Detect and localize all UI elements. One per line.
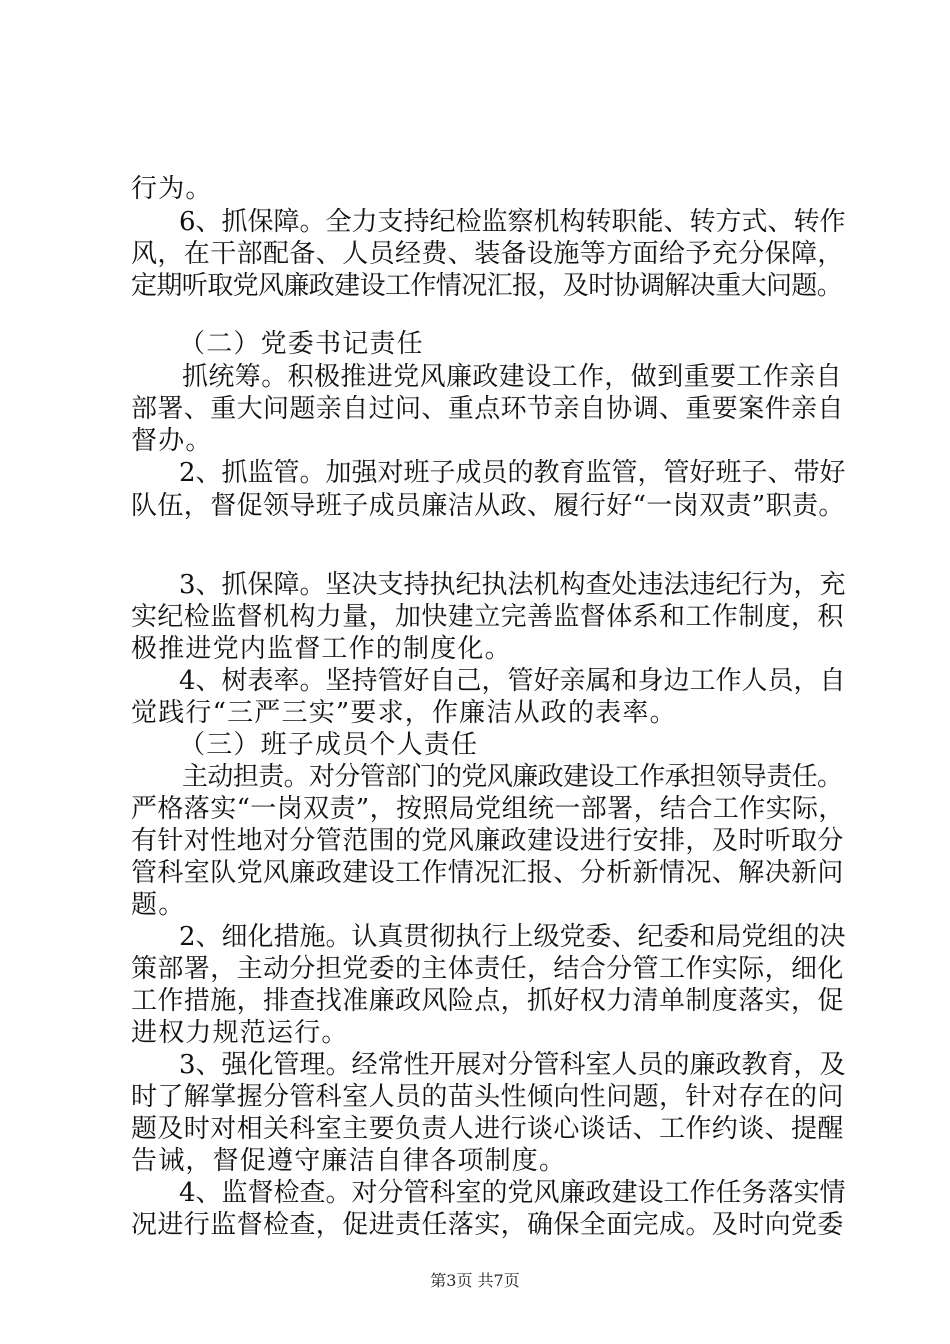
text-line: 4、树表率。坚持管好自己，管好亲属和身边工作人员，自 xyxy=(179,666,846,696)
text-line: 有针对性地对分管范围的党风廉政建设进行安排，及时听取分 xyxy=(131,826,844,856)
text-line: 2、抓监管。加强对班子成员的教育监管，管好班子、带好 xyxy=(179,458,846,488)
text-line: 工作措施，排查找准廉政风险点，抓好权力清单制度落实，促 xyxy=(131,986,844,1016)
text-line: 2、细化措施。认真贯彻执行上级党委、纪委和局党组的决 xyxy=(179,922,846,952)
text-line: 督办。 xyxy=(131,426,213,456)
text-line: 主动担责。对分管部门的党风廉政建设工作承担领导责任。 xyxy=(182,762,843,792)
section-heading: （三）班子成员个人责任 xyxy=(179,730,479,760)
text-line: 抓统筹。积极推进党风廉政建设工作，做到重要工作亲自 xyxy=(182,362,843,392)
text-line: 告诫，督促遵守廉洁自律各项制度。 xyxy=(131,1146,567,1176)
text-line: 况进行监督检查，促进责任落实，确保全面完成。及时向党委 xyxy=(131,1210,844,1240)
text-line: 题及时对相关科室主要负责人进行谈心谈话、工作约谈、提醒 xyxy=(131,1114,844,1144)
text-line: 严格落实“一岗双责”，按照局党组统一部署，结合工作实际， xyxy=(131,794,845,824)
text-line: 觉践行“三严三实”要求，作廉洁从政的表率。 xyxy=(131,698,677,728)
text-line: 实纪检监督机构力量，加快建立完善监督体系和工作制度，积 xyxy=(131,602,844,632)
text-line: 时了解掌握分管科室人员的苗头性倾向性问题，针对存在的问 xyxy=(131,1082,844,1112)
text-line: 定期听取党风廉政建设工作情况汇报，及时协调解决重大问题。 xyxy=(131,271,843,301)
text-line: 3、抓保障。坚决支持执纪执法机构查处违法违纪行为，充 xyxy=(179,570,846,600)
text-line: 进权力规范运行。 xyxy=(131,1018,349,1048)
page-number: 第3页 共7页 xyxy=(430,1271,520,1290)
text-line: 极推进党内监督工作的制度化。 xyxy=(131,634,512,664)
section-heading: （二）党委书记责任 xyxy=(179,329,424,359)
text-line: 策部署，主动分担党委的主体责任，结合分管工作实际，细化 xyxy=(131,954,844,984)
text-line: 题。 xyxy=(131,890,186,920)
text-line: 管科室队党风廉政建设工作情况汇报、分析新情况、解决新问 xyxy=(131,858,844,888)
text-line: 部署、重大问题亲自过问、重点环节亲自协调、重要案件亲自 xyxy=(131,394,844,424)
text-line: 4、监督检查。对分管科室的党风廉政建设工作任务落实情 xyxy=(179,1178,846,1208)
text-line: 行为。 xyxy=(131,174,213,204)
text-line: 风，在干部配备、人员经费、装备设施等方面给予充分保障， xyxy=(131,239,844,269)
text-line: 3、强化管理。经常性开展对分管科室人员的廉政教育，及 xyxy=(179,1050,846,1080)
text-line: 队伍，督促领导班子成员廉洁从政、履行好“一岗双责”职责。 xyxy=(131,491,845,521)
text-line: 6、抓保障。全力支持纪检监察机构转职能、转方式、转作 xyxy=(179,207,846,237)
